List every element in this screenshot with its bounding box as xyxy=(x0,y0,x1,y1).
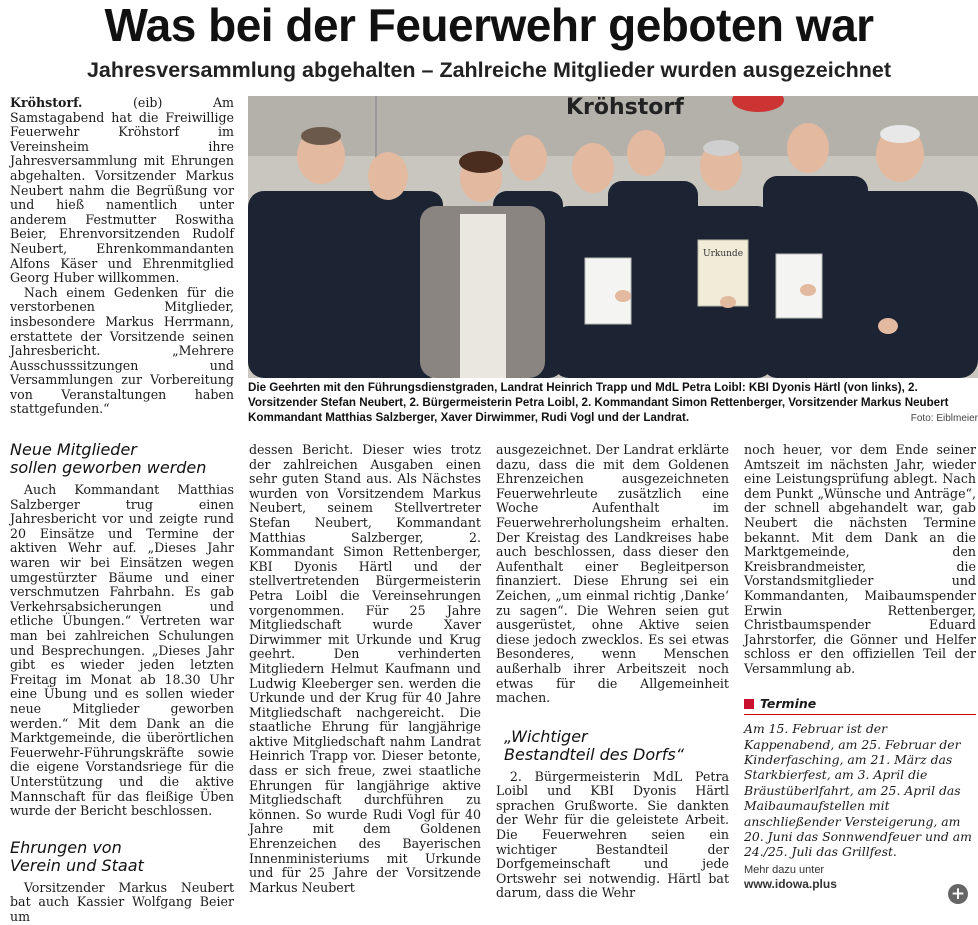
photo-credit: Foto: Eiblmeier xyxy=(910,413,978,424)
subheading-line: Bestandteil des Dorfs“ xyxy=(504,744,684,764)
dateline: Kröhstorf. xyxy=(10,95,83,110)
article-headline: Was bei der Feuerwehr geboten war xyxy=(104,0,874,51)
paragraph: Nach einem Gedenken für die verstorbenen Mitglieder, insbesondere Markus Herrmann, erstattete der Vorsitzende seinen Jahresbericht. „Mehrere Ausschusssitzungen und Versammlungen zur Vorbereitung von Veranstaltungen haben stattgefunden.“ xyxy=(10,284,234,417)
subheading-line: sollen geworben werden xyxy=(10,458,207,478)
plus-icon[interactable]: + xyxy=(948,884,968,904)
paragraph: Vorsitzender Markus Neubert bat auch Kassier Wolfgang Beier um xyxy=(10,879,234,924)
paragraph xyxy=(10,96,234,286)
subheading xyxy=(504,728,729,764)
paragraph: Auch Kommandant Matthias Salzberger trug einen Jahresbericht vor und zeigte rund 20 Einsätze und Termine der aktiven Wehr auf. „Dieses Jahr waren wir bei Einsätzen wegen umgestürzter Bäume und einer verschmutzen Fahrbahn. Es gab Verkehrsabsicherungen und etliche Übungen.“ Vertreten war man bei zahlreichen Schulungen und Besprechungen. „Dieses Jahr gibt es wieder jeden letzten Freitag im Monat ab 18.30 Uhr eine Übung und es sollen wieder neue Mitglieder geworben werden.“ Mit dem Dank an die Marktgemeinde, die überörtlichen Feuerwehr-Führungskräfte sowie die eigene Vorstandsriege für die Unterstützung und die aktive Mannschaft für das fleißige Üben wurde der Bericht beschlossen. xyxy=(10,482,234,819)
subheading-line: Neue Mitglieder xyxy=(10,440,137,460)
more-link[interactable]: www.idowa.plus xyxy=(744,877,837,892)
subheading xyxy=(10,441,234,477)
more-label: Mehr dazu unter xyxy=(744,863,825,876)
subheading xyxy=(10,839,234,875)
caption-text: Die Geehrten mit den Führungsdienstgraden, Landrat Heinrich Trapp und MdL Petra Loibl: KBI Dyonis Härtl (von links), 2. Vorsitzender Stefan Neubert, 2. Bürgermeisterin Petra Loibl, 2. Kommandant Simon Rettenberger, Vorsitzender Markus Neubert Kommandant Matthias Salzberger, Xaver Dirwimmer, Rudi Vogl und der Landrat. xyxy=(248,381,949,424)
red-square-icon xyxy=(744,699,754,709)
paragraph: dessen Bericht. Dieser wies trotz der zahlreichen Ausgaben einen sehr guten Stand aus. Als Nächstes wurden von Vorsitzendem Markus Neubert, seinem Stellvertreter Stefan Neubert, Kommandant Matthias Salzberger, 2. Kommandant Simon Rettenberger, KBI Dyonis Härtl und der stellvertretenden Bürgermeisterin Petra Loibl die Vereinsehrungen vorgenommen. Für 25 Jahre Mitgliedschaft wurde Xaver Dirwimmer mit Urkunde und Krug geehrt. Den verhinderten Mitgliedern Helmut Kaufmann und Ludwig Kleeberger sen. werden die Urkunde und der Krug für 40 Jahre Mitgliedschaft nachgereicht. Die staatliche Ehrung für langjährige aktive Mitgliedschaft nahm Landrat Heinrich Trapp vor. Dieser betonte, dass er sich freue, zwei staatliche Ehrungen für langjährige aktive Mitgliedschaft durchführen zu können. So wurde Rudi Vogl für 40 Jahre mit dem Goldenen Ehrenzeichen des Bayerischen Innenministeriums mit Urkunde und für 25 Jahre der Vorsitzende Markus Neubert xyxy=(249,442,481,895)
paragraph: noch heuer, vor dem Ende seiner Amtszeit im nächsten Jahr, wieder eine Leistungsprüfung ablegt. Nach dem Punkt „Wünsche und Anträge“, der schnell abgehandelt war, gab Neubert die nächsten Termine bekannt. Mit dem Dank an die Marktgemeinde, den Kreisbrandmeister, die Vorstandsmitglieder und Kommandanten, Maibaumspender Erwin Rettenberger, Christbaumspender Eduard Jahrstorfer, die Gönner und Helfer schloss er den offiziellen Teil der Versammlung ab. xyxy=(744,442,976,676)
group-photo-illustration xyxy=(248,96,978,378)
photo-caption xyxy=(248,380,978,426)
termine-body: Am 15. Februar ist der Kappenabend, am 25. Februar der Kinderfasching, am 21. März das Starkbierfest, am 3. April die Bräustüberlfahrt, am 25. April das Maibaumaufstellen mit anschließender Versteigerung, am 20. Juni das Sonnwendfeuer und am 24./25. Juli das Grillfest. xyxy=(744,721,972,860)
subheading-line: Verein und Staat xyxy=(10,855,144,875)
termine-box xyxy=(744,697,976,892)
paragraph: ausgezeichnet. Der Landrat erklärte dazu, dass die mit dem Goldenen Ehrenzeichen ausgezeichneten Feuerwehrleute zusätzlich eine Woche Aufenthalt im Feuerwehrerholungsheim erhalten. Der Kreistag des Landkreises habe auch beschlossen, dass dieser den Aufenthalt einer Begleitperson finanziert. Diese Ehrung sei ein Zeichen, „um einmal richtig ‚Danke‘ zu sagen“. Die Wehren seien gut ausgerüstet, ohne Aktive seien diese jedoch zwecklos. Es sei etwas Besonderes, wenn Menschen außerhalb ihrer Arbeitszeit noch etwas für die Allgemeinheit machen. xyxy=(496,442,729,706)
article-column-2 xyxy=(249,443,481,895)
termine-heading xyxy=(744,697,976,716)
article-column-1 xyxy=(10,96,234,925)
subheading-line: Ehrungen von xyxy=(10,837,122,857)
photo-sign-text: Kröhstorf xyxy=(566,96,684,120)
article-photo xyxy=(248,96,978,378)
paragraph: 2. Bürgermeisterin MdL Petra Loibl und KBI Dyonis Härtl sprachen Grußworte. Sie dankten der Wehr für die geleistete Arbeit. Die Feuerwehren seien ein wichtiger Bestandteil der Dorfgemeinschaft und jede Ortswehr sei notwendig. Härtl bat darum, dass die Wehr xyxy=(496,768,729,901)
certificate-title: Urkunde xyxy=(703,249,744,259)
termine-title: Termine xyxy=(760,695,817,711)
subheading-line: „Wichtiger xyxy=(504,726,588,746)
paragraph-text: (eib) Am Samstagabend hat die Freiwillige Feuerwehr Kröhstorf im Vereinsheim ihre Jahresversammlung mit Ehrungen abgehalten. Vorsitzender Markus Neubert nahm die Begrüßung vor und hieß namentlich unter anderem Festmutter Roswitha Beier, Ehrenvorsitzenden Rudolf Neubert, Ehrenkommandanten Alfons Käser und Ehrenmitglied Georg Huber willkommen. xyxy=(10,95,234,286)
article-column-4 xyxy=(744,443,976,892)
article-subheadline: Jahresversammlung abgehalten – Zahlreiche Mitglieder wurden ausgezeichnet xyxy=(86,58,892,82)
article-column-3 xyxy=(496,443,729,901)
